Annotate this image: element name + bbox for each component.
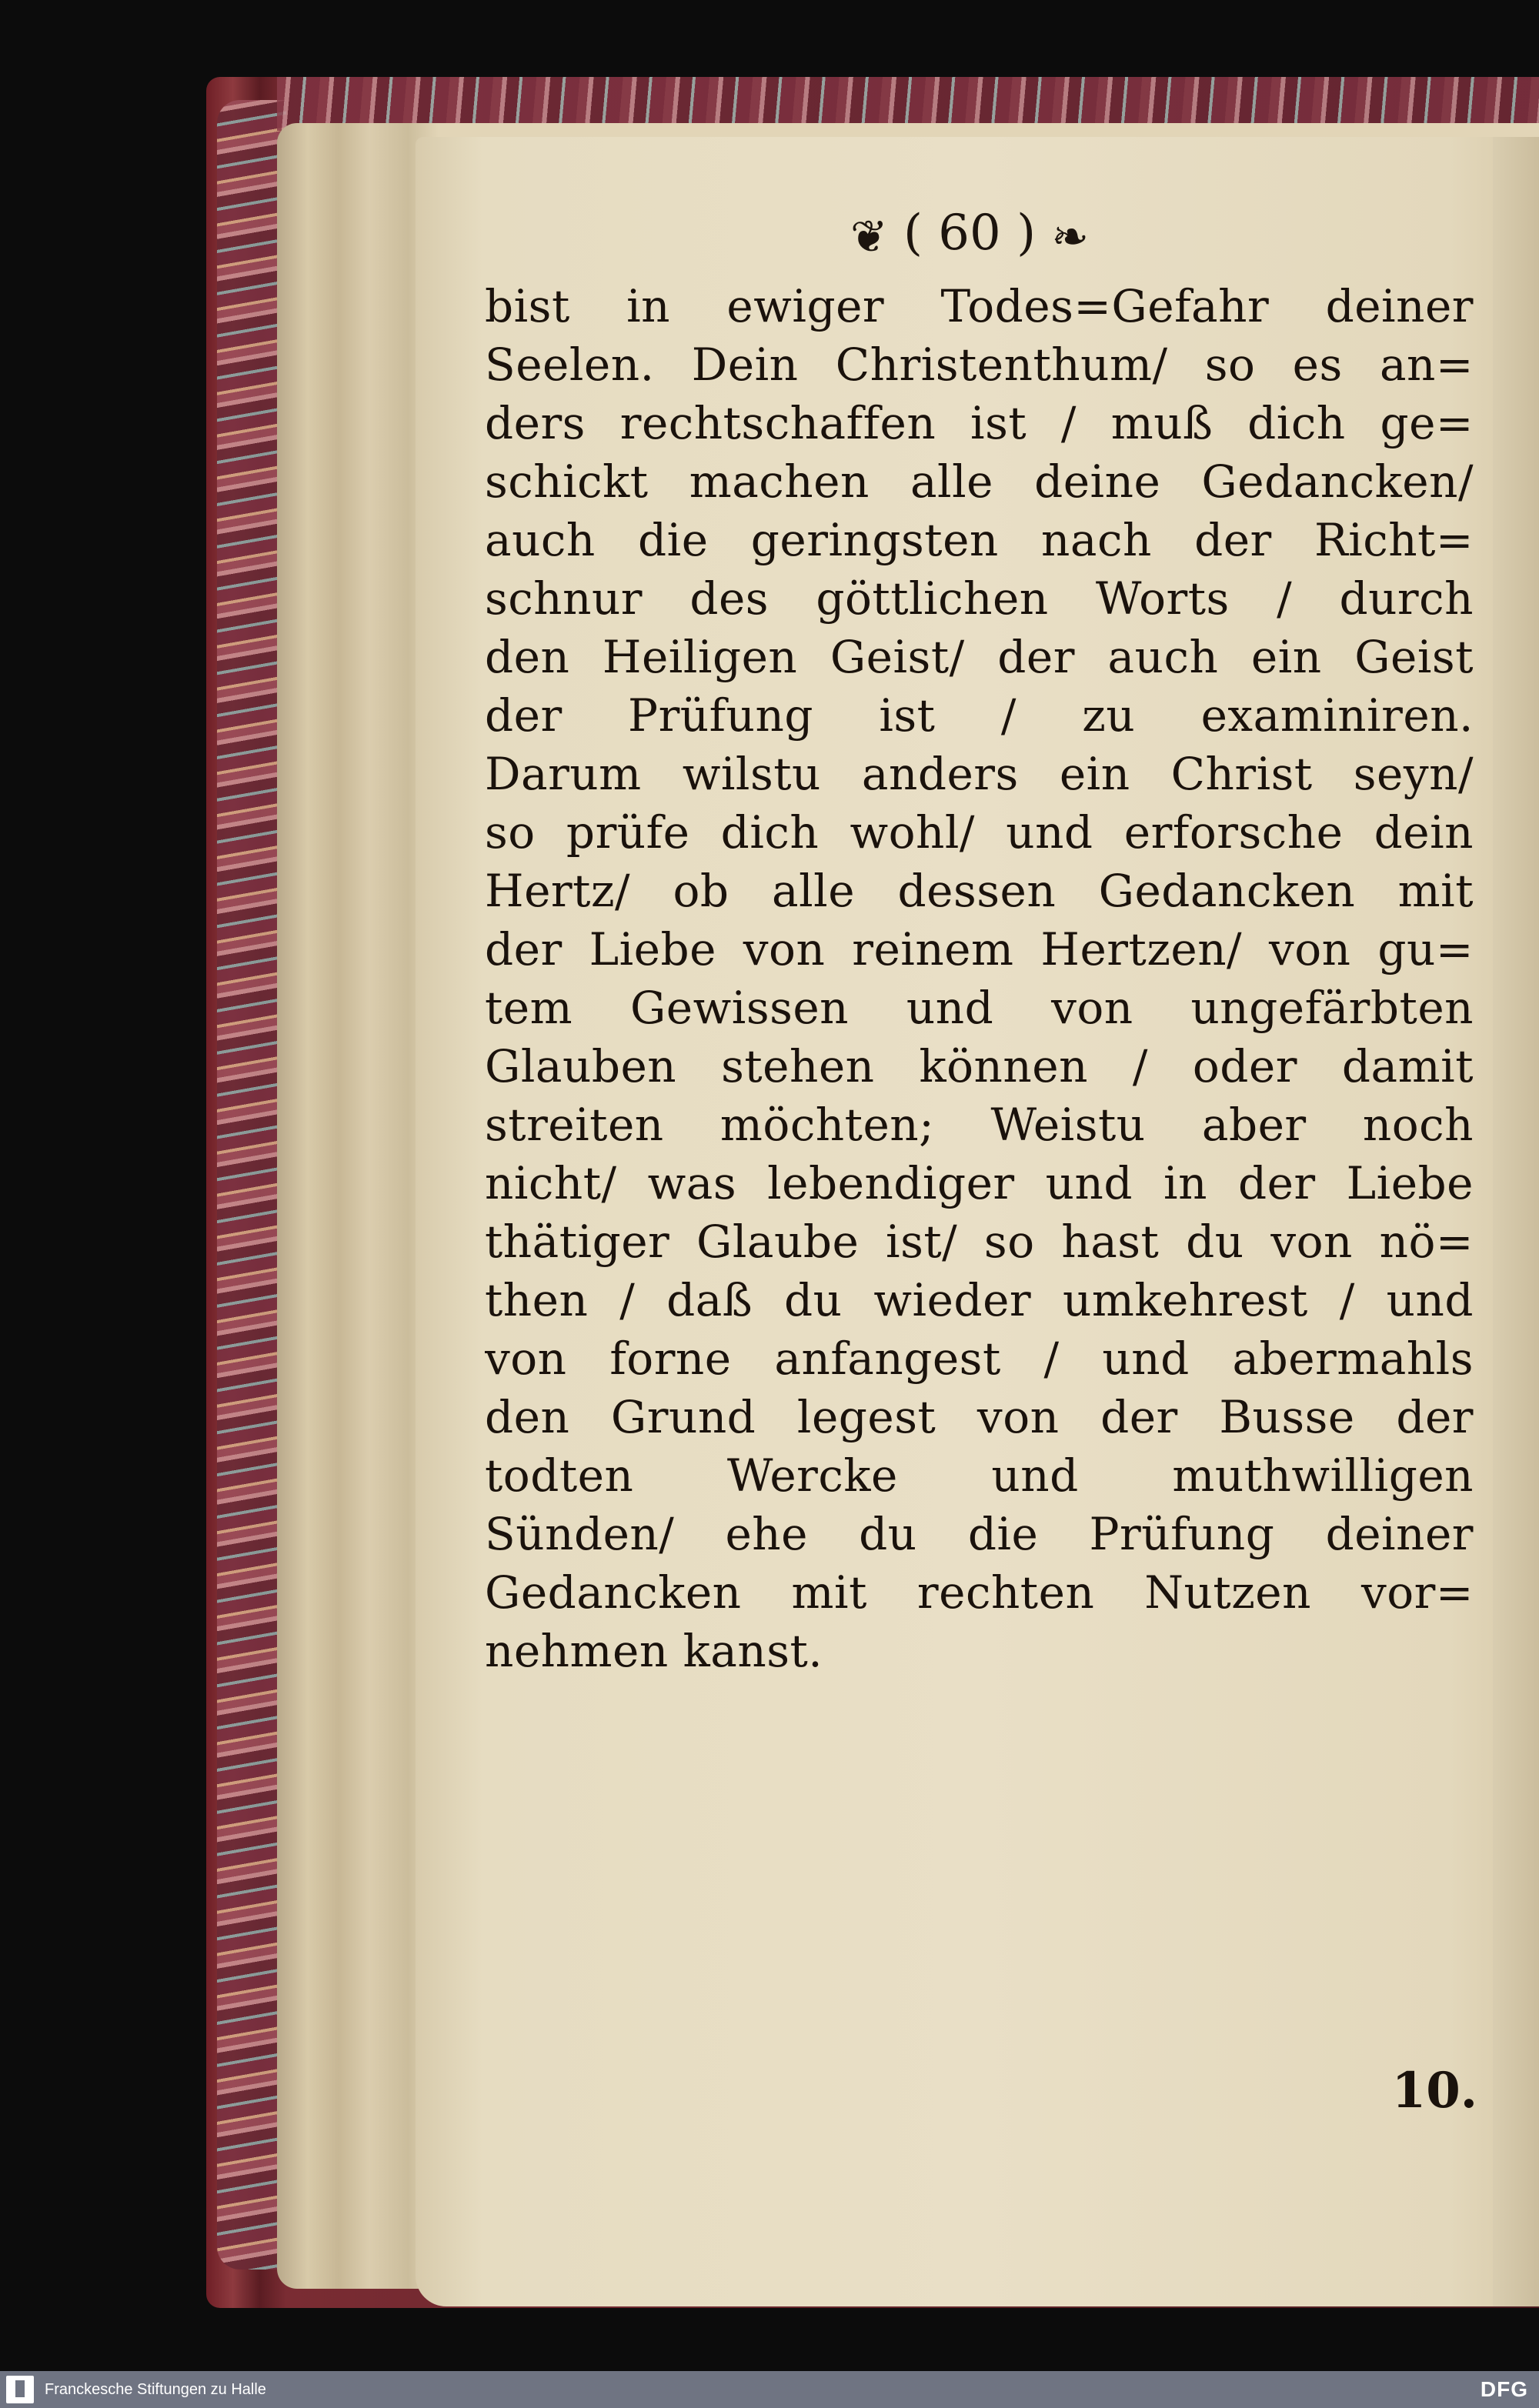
text-line: schickt machen alle deine Gedancken/ xyxy=(485,455,1474,508)
text-line: von forne anfangest / und abermahls xyxy=(485,1332,1474,1385)
text-line: den Grund legest von der Busse der xyxy=(485,1391,1474,1443)
ornament-right-icon: ❧ xyxy=(1051,210,1089,263)
text-line: Gedancken mit rechten Nutzen vor= xyxy=(485,1566,1474,1619)
text-line: auch die geringsten nach der Richt= xyxy=(485,514,1474,566)
text-line: so prüfe dich wohl/ und erforsche dein xyxy=(485,806,1474,859)
text-line: nicht/ was lebendiger und in der Liebe xyxy=(485,1157,1474,1209)
text-line: streiten möchten; Weistu aber noch xyxy=(485,1099,1474,1151)
text-line: schnur des göttlichen Worts / durch xyxy=(485,572,1474,625)
text-line: ders rechtschaffen ist / muß dich ge= xyxy=(485,397,1474,449)
text-line: nehmen kanst. xyxy=(485,1625,823,1677)
catchword: 10. xyxy=(1391,2062,1477,2120)
text-line: Glauben stehen können / oder damit xyxy=(485,1040,1474,1092)
funder-logo: DFG xyxy=(1480,2377,1528,2401)
ornament-left-icon: ❦ xyxy=(850,210,888,263)
page-number: ( 60 ) xyxy=(903,205,1037,262)
text-line: den Heiligen Geist/ der auch ein Geist xyxy=(485,631,1474,683)
text-line: Sünden/ ehe du die Prüfung deiner xyxy=(485,1508,1474,1560)
text-line: then / daß du wieder umkehrest / und xyxy=(485,1274,1474,1326)
text-line: thätiger Glaube ist/ so hast du von nö= xyxy=(485,1216,1474,1268)
text-line: tem Gewissen und von ungefärbten xyxy=(485,982,1474,1034)
text-line: der Prüfung ist / zu examiniren. xyxy=(485,689,1474,742)
institution-logo-icon xyxy=(6,2376,34,2403)
text-line: todten Wercke und muthwilligen xyxy=(485,1449,1474,1502)
text-line: Seelen. Dein Christenthum/ so es an= xyxy=(485,339,1474,391)
page-edge xyxy=(1493,137,1539,2306)
page-header xyxy=(808,198,1131,268)
text-line: Darum wilstu anders ein Christ seyn/ xyxy=(485,748,1474,800)
text-line: Hertz/ ob alle dessen Gedancken mit xyxy=(485,865,1474,917)
text-line: bist in ewiger Todes=Gefahr deiner xyxy=(485,280,1474,332)
body-text xyxy=(485,277,1474,1680)
text-line: der Liebe von reinem Hertzen/ von gu= xyxy=(485,923,1474,976)
footer-bar xyxy=(0,2371,1539,2408)
institution-name: Franckesche Stiftungen zu Halle xyxy=(45,2381,266,2398)
marbled-edge xyxy=(217,100,286,2270)
